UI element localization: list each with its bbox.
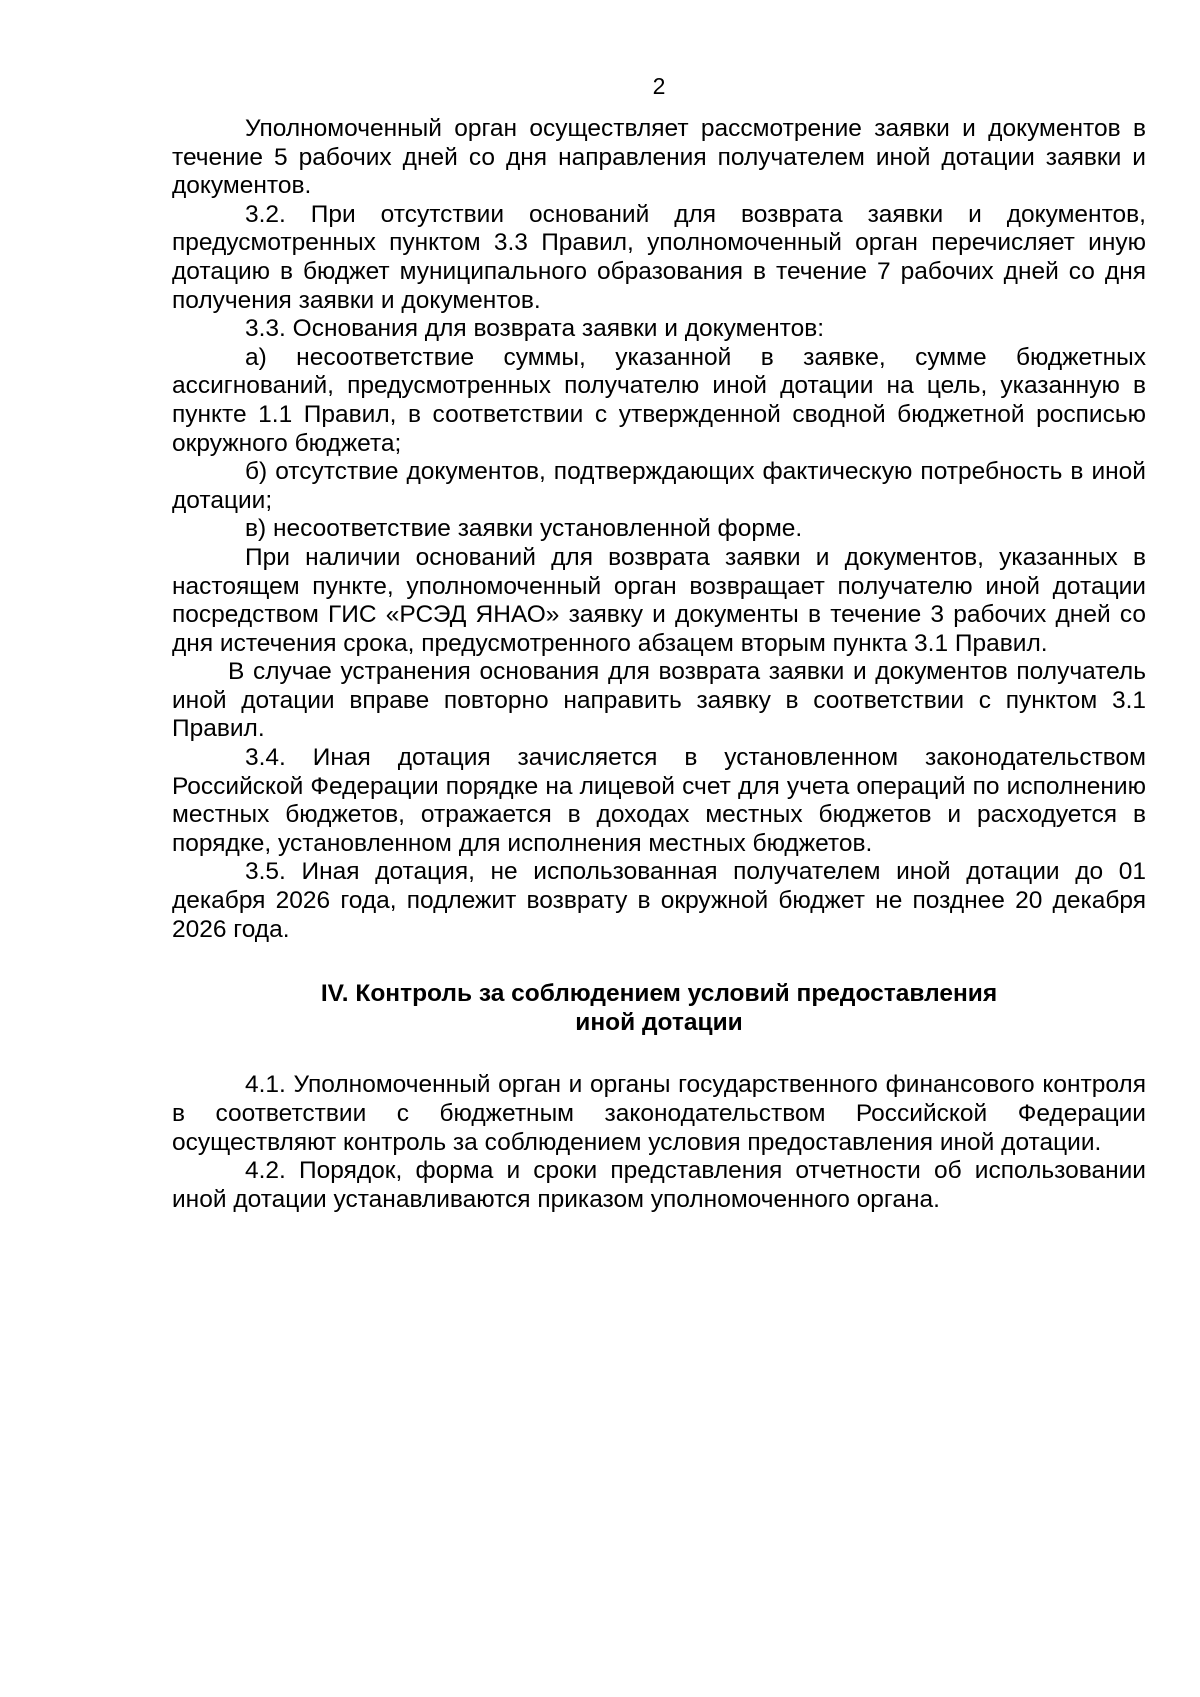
paragraph-3-3: 3.3. Основания для возврата заявки и документов: <box>245 315 825 343</box>
paragraph-3-3-a: а) несоответствие суммы, указанной в заявке, сумме бюджетных ассигнований, предусмотренных получателю иной дотации на цель, указанную в пункте 1.1 Правил, в соответствии с утвержденной сводной бюджетной росписью окружного бюджета; <box>172 343 1146 457</box>
paragraph-3-3-v: в) несоответствие заявки установленной форме. <box>245 515 803 543</box>
paragraph-3-2: 3.2. При отсутствии оснований для возврата заявки и документов, предусмотренных пунктом 3.3 Правил, уполномоченный орган перечисляет иную дотацию в бюджет муниципального образования в течение 7 рабочих дней со дня получения заявки и документов. <box>172 200 1146 314</box>
section-4-heading-line1: IV. Контроль за соблюдением условий предоставления <box>320 980 998 1008</box>
paragraph-3-1-cont: Уполномоченный орган осуществляет рассмотрение заявки и документов в течение 5 рабочих дней со дня направления получателем иной дотации заявки и документов. <box>172 115 1146 200</box>
section-4-heading <box>172 980 1146 1037</box>
section-4-heading-line2: иной дотации <box>575 1008 743 1036</box>
paragraph-3-5: 3.5. Иная дотация, не использованная получателем иной дотации до 01 декабря 2026 года, подлежит возврату в окружной бюджет не позднее 20 декабря 2026 года. <box>172 858 1146 943</box>
paragraph-4-1: 4.1. Уполномоченный орган и органы государственного финансового контроля в соответствии с бюджетным законодательством Российской Федерации осуществляют контроль за соблюдением условия предоставления иной дотации. <box>172 1071 1146 1156</box>
paragraph-3-3-b: б) отсутствие документов, подтверждающих фактическую потребность в иной дотации; <box>172 458 1146 514</box>
paragraph-3-4: 3.4. Иная дотация зачисляется в установленном законодательством Российской Федерации порядке на лицевой счет для учета операций по исполнению местных бюджетов, отражается в доходах местных бюджетов и расходуется в порядке, установленном для исполнения местных бюджетов. <box>172 744 1146 857</box>
paragraph-4-2: 4.2. Порядок, форма и сроки представления отчетности об использовании иной дотации устанавливаются приказом уполномоченного органа. <box>172 1157 1146 1213</box>
paragraph-3-3-resubmit: В случае устранения основания для возврата заявки и документов получатель иной дотации вправе повторно направить заявку в соответствии с пунктом 3.1 Правил. <box>172 658 1146 743</box>
page-number: 2 <box>652 73 666 99</box>
document-body <box>172 115 1146 1214</box>
paragraph-3-3-return: При наличии оснований для возврата заявки и документов, указанных в настоящем пункте, уполномоченный орган возвращает получателю иной дотации посредством ГИС «РСЭД ЯНАО» заявку и документы в течение 3 рабочих дней со дня истечения срока, предусмотренного абзацем вторым пункта 3.1 Правил. <box>172 543 1146 657</box>
